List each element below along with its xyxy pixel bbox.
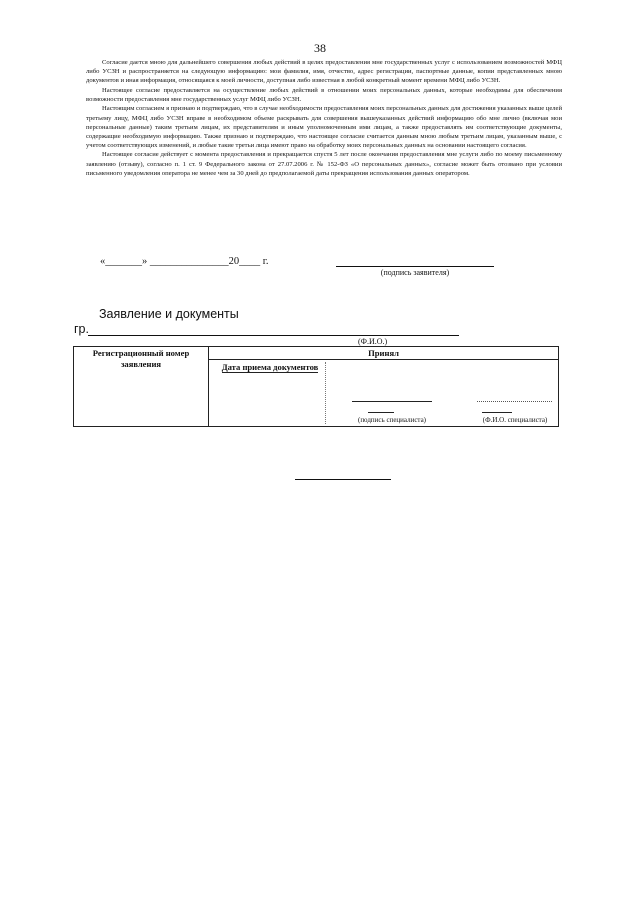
signature-line [336,266,494,267]
date-accept-cell [215,362,326,424]
consent-paragraph-4: Настоящее согласие действует с момента предоставления и прекращается спустя 5 лет после окончания предоставления мне услуги либо по моему письменному заявлению (отзыву), согласно п. 1 ст. 9 Федерального закона от 27.07.2006 г. № 152-ФЗ «О персональных данных», согласие может быть отозвано при условии письменного уведомления оператора не менее чем за 30 дней до предполагаемой даты прекращения использования данных оператором. [86,151,562,177]
application-title: Заявление и документы [99,307,239,321]
citizen-name-line [88,335,459,336]
signature-caption: (подпись заявителя) [380,268,450,277]
page-number: 38 [314,41,326,55]
specialist-signature-subline [368,412,394,413]
signature-date-line: «_______» _______________20____ г. [100,256,269,267]
consent-paragraph-3: Настоящим согласием я признаю и подтверждаю, что в случае необходимости предоставления моих персональных данных для достижения указанных выше целей третьему лицу, МФЦ либо УСЗН вправе в необходимом объеме раскрывать для совершения вышеуказанных действий информацию обо мне лично (включая мои персональные данные) таким третьим лицам, их представителям и иным уполномоченным ими лицам, а также предоставлять им соответствующие документы, содержащие необходимую информацию. Также признаю и подтверждаю, что настоящее согласие считается данным мною любым третьим лицам, указанным выше, с учетом соответствующих изменений, и любые такие третьи лица имеют право на обработку моих персональных данных на основании настоящего согласия. [86,105,562,149]
registration-table [73,346,559,427]
citizen-label: гр. [74,322,89,336]
date-accept-header: Дата приема документов [221,362,319,372]
consent-paragraph-2: Настоящее согласие предоставляется на осуществление любых действий в отношении моих персональных данных, которые необходимы для обеспечения возможности предоставления мне государственных услуг МФЦ либо УСЗН. [86,86,562,103]
consent-text [86,58,562,178]
specialist-fio-caption: (Ф.И.О. специалиста) [482,416,548,424]
accepted-header: Принял [209,347,559,360]
accepted-cell [209,360,559,427]
closing-rule [295,479,391,480]
consent-paragraph-1: Согласие дается мною для дальнейшего совершения любых действий в целях предоставления мне государственных услуг с использованием возможностей МФЦ либо УСЗН и распространяется на следующую информацию: мои фамилия, имя, отчество, адрес регистрации, паспортные данные, копии представленных мною документов и иная информация, относящаяся к моей личности, доступная либо известная в любой конкретный момент времени МФЦ либо УСЗН. [86,59,562,85]
specialist-fio-subline [482,412,512,413]
reg-number-header: Регистрационный номер заявления [74,347,209,427]
fio-caption: (Ф.И.О.) [358,337,388,346]
specialist-signature-line [352,401,432,402]
specialist-fio-line [477,401,552,402]
specialist-signature-caption: (подпись специалиста) [357,416,427,424]
